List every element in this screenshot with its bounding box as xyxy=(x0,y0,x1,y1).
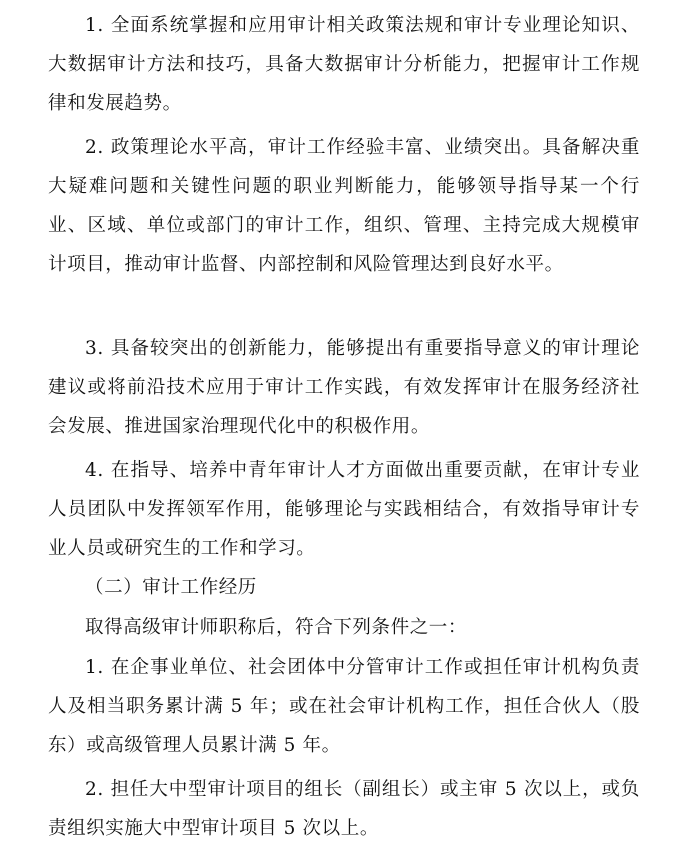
condition-1: 1. 在企事业单位、社会团体中分管审计工作或担任审计机构负责人及相当职务累计满 5 年；或在社会审计机构工作，担任合伙人（股东）或高级管理人员累计满 5 年。 xyxy=(48,657,640,756)
paragraph-2: 2. 政策理论水平高，审计工作经验丰富、业绩突出。具备解决重大疑难问题和关键性问题的职业判断能力，能够领导指导某一个行业、区域、单位或部门的审计工作，组织、管理、主持完成大规模审计项目，推动审计监督、内部控制和风险管理达到良好水平。 xyxy=(48,137,640,275)
paragraph-4: 4. 在指导、培养中青年审计人才方面做出重要贡献，在审计专业人员团队中发挥领军作用，能够理论与实践相结合，有效指导审计专业人员或研究生的工作和学习。 xyxy=(48,460,640,559)
section-heading: （二）审计工作经历 xyxy=(85,577,257,598)
condition-2: 2. 担任大中型审计项目的组长（副组长）或主审 5 次以上，或负责组织实施大中型审计项目 5 次以上。 xyxy=(48,779,640,839)
paragraph-1: 1. 全面系统掌握和应用审计相关政策法规和审计专业理论知识、大数据审计方法和技巧，具备大数据审计分析能力，把握审计工作规律和发展趋势。 xyxy=(48,15,640,114)
paragraph-3: 3. 具备较突出的创新能力，能够提出有重要指导意义的审计理论建议或将前沿技术应用于审计工作实践，有效发挥审计在服务经济社会发展、推进国家治理现代化中的积极作用。 xyxy=(48,338,640,437)
section-intro: 取得高级审计师职称后，符合下列条件之一： xyxy=(85,617,468,638)
